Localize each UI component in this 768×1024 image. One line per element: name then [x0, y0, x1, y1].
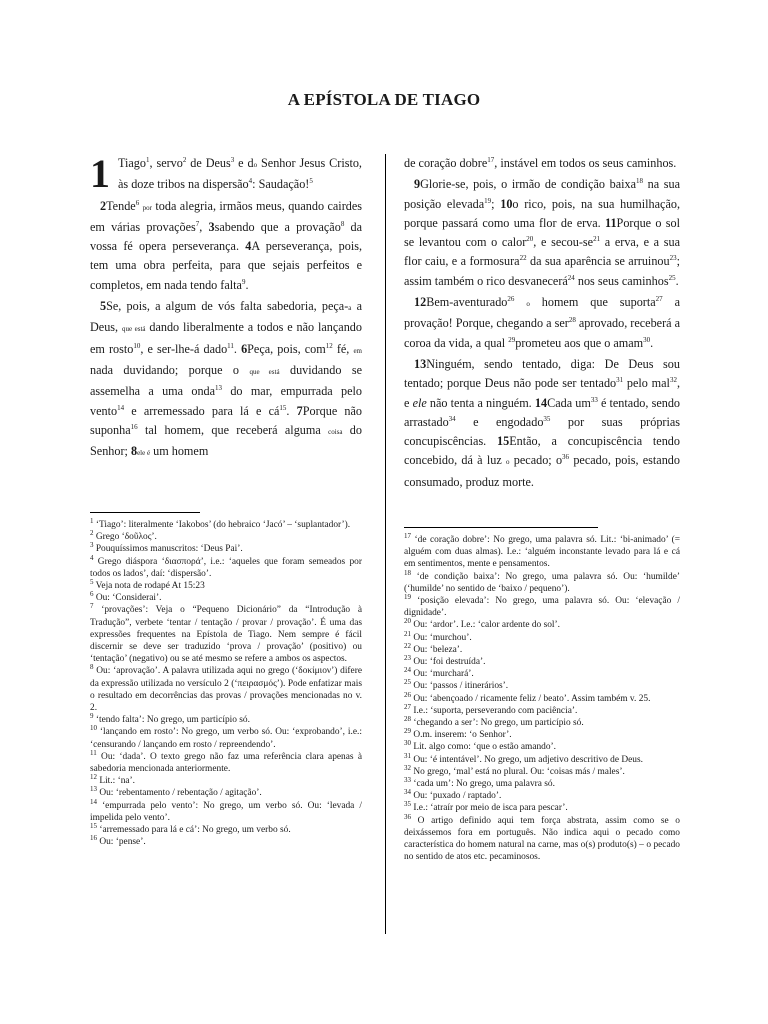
- footnote: $^{16}$ Ou: ‘pense’.: [90, 834, 146, 848]
- footnote: $^4$ Grego diáspora ‘διασπορά’, i.e.: ‘aqueles que foram semeados por todos os lados’, daí: ‘dispersão’.: [90, 553, 362, 579]
- footnote: $^{12}$ Lit.: ‘na’.: [90, 773, 136, 787]
- footnote: $^{14}$ ‘empurrada pelo vento’: No grego, um verbo só. Ou: ‘levada / impelida pelo vento’.: [90, 797, 362, 823]
- footnote: $^{29}$ O.m. inserem: ‘o Senhor’.: [404, 727, 512, 741]
- footnote: $^{34}$ Ou: ‘puxado / raptado’.: [404, 788, 502, 802]
- footnote: $^{35}$ I.e.: ‘atraír por meio de isca para pescar’.: [404, 800, 568, 814]
- paragraph-7: 13Ninguém, sendo tentado, diga: De Deus sou tentado; porque Deus não pode ser tentado$^{31}$ pelo mal$^{32}$, e ele não tenta a ninguém. 14Cada $um^{33}$ é tentado, sendo arrastado$^{34}$ e engodado$^{35}$ por suas próprias concupiscências. 15Então, a concupiscência tendo concebido, dá à luz o pecado; $o^{36}$ pecado, pois, estando consumado, produz morte.: [404, 356, 681, 489]
- footnote: $^{23}$ Ou: ‘foi destruída’.: [404, 653, 486, 668]
- paragraph-3: 5Se, pois, a algum de vós falta sabedoria, peça-a a Deus, que está dando liberalmente a todos e não lançando em rosto$^{10}$, e ser-lhe-á dado$^{11}$. 6Peça, pois, com$^{12}$ fé, em nada duvidando; porque o que está duvidando se assemelha a uma onda$^{13}$ do mar, empurrada pelo vento$^{14}$ e arremessado para lá e $cá^{15}$. 7Porque não suponha$^{16}$ tal homem, que receberá alguma coisa do Senhor; 8ele é um homem: [90, 299, 363, 459]
- footnote: $^8$ Ou: ‘aprovação’. A palavra utilizada aqui no grego (‘δοκίμιον’) difere da expressão utilizada no versículo 2 (‘πειρασμός’). Pode enfatizar mais o resultado em decorrências das provas / provações mencionadas no v. 2.: [90, 663, 362, 714]
- paragraph-1: [90, 151, 362, 196]
- footnote-separator-right: [404, 527, 598, 528]
- footnote: $^7$ ‘provações’: Veja o “Pequeno Dicionário” da “Introdução à Tradução”, verbete ‘tentar / tentação / provar / provação’. É uma das expressões frequentes na Epístola de Tiago. Nem sempre é fácil discernir se deve ser traduzido ‘prova / provação’ (positivo) ou ‘tentação’ (negativo) ou se até mesmo se refere a ambos os aspectos.: [90, 602, 362, 665]
- footnote: $^{11}$ Ou: ‘dada’. O texto grego não faz uma referência clara apenas à sabedoria mencionada anteriormente.: [90, 748, 362, 775]
- footnote-separator-left: [90, 512, 200, 513]
- footnote: $^{17}$ ‘de coração dobre’: No grego, uma palavra só. Lit.: ‘bi-animado’ (= alguém com duas almas). I.e.: ‘alguém inconstante levado para lá e cá em sentimentos, mente e pensamentos.: [404, 531, 680, 570]
- footnote: $^{25}$ Ou: ‘passos / itinerários’.: [404, 678, 509, 692]
- footnotes-right: [404, 531, 680, 863]
- footnote: $^{27}$ I.e.: ‘suporta, perseverando com paciência’.: [404, 702, 578, 716]
- footnote: $^{13}$ Ou: ‘rebentamento / rebentação / agitação’.: [90, 785, 262, 799]
- paragraph-2: 2Tende$^6$ por toda alegria, irmãos meus, quando cairdes em várias provações$^7$, 3sabendo que a provação$^8$ da vossa fé opera perseverança. 4A perseverança, pois, tem uma obra perfeita, para que sejais perfeitos e completos, em nada tendo falta$^9$.: [90, 198, 363, 292]
- footnote: $^{10}$ ‘lançando em rosto’: No grego, um verbo só. Ou: ‘exprobando’, i.e.: ‘censurando / lançando em rosto / repreendendo’.: [90, 724, 362, 750]
- footnote: $^{32}$ No grego, ‘mal’ está no plural. Ou: ‘coisas más / males’.: [404, 763, 625, 777]
- footnotes-left: [90, 516, 362, 848]
- footnote: $^{36}$ O artigo definido aqui tem força abstrata, assim como se o deixássemos fora em português. Não indica aqui o pecado como característica do homem natural na carne, mas o(s) produto(s) – o pecado no sentido de atos etc. pecaminosos.: [404, 812, 680, 863]
- footnote: $^{28}$ ‘chegando a ser’: No grego, um particípio só.: [404, 714, 584, 729]
- verse-1: Tiago$^1$, servo$^2$ de Deus$^3$ e do Senhor Jesus Cristo, às doze tribos na dispersão$^4$: Saudação!$^5$: [118, 155, 362, 192]
- footnote: $^2$ Grego ‘δοῦλος’.: [90, 529, 157, 543]
- footnote: $^3$ Pouquíssimos manuscritos: ‘Deus Pai’.: [90, 541, 243, 555]
- footnote: $^1$ ‘Tiago’: literalmente ‘Iakobos’ (do hebraico ‘Jacó’ – ‘suplantador’).: [90, 516, 351, 530]
- footnote: $^{15}$ ‘arremessado para lá e cá’: No grego, um verbo só.: [90, 821, 291, 836]
- footnote: $^{19}$ ‘posição elevada’: No grego, uma palavra só. Ou: ‘elevação / dignidade’.: [404, 592, 680, 619]
- footnote: $^{30}$ Lit. algo como: ‘que o estão amando’.: [404, 739, 557, 753]
- paragraph-6: 12Bem-aventurado$^{26}$ o homem que suporta$^{27}$ a provação! Porque, chegando a ser$^{28}$ aprovado, receberá a coroa da vida, a qual $^{29}$prometeu aos que o amam$^{30}$.: [404, 295, 681, 350]
- footnote: $^{22}$ Ou: ‘beleza’.: [404, 641, 463, 655]
- page-title: A EPÍSTOLA DE TIAGO: [287, 90, 481, 109]
- footnote: $^{20}$ Ou: ‘ardor’. I.e.: ‘calor ardente do sol’.: [404, 617, 560, 631]
- paragraph-5: 9Glorie-se, pois, o irmão de condição baixa$^{18}$ na sua posição elevada$^{19}$; 10o rico, pois, na sua humilhação, porque passará como uma flor de erva. 11Porque o sol se levantou com o calor$^{20}$, e secou-$se^{21}$ a erva, e a sua flor caiu, e a formosura$^{22}$ da sua aparência se arruinou$^{23}$; assim também o rico desvanecerá$^{24}$ nos seus caminhos$^{25}$.: [404, 177, 681, 288]
- footnote: $^{18}$ ‘de condição baixa’: No grego, uma palavra só. Ou: ‘humilde’ (‘humilde’ no sentido de ‘baixo / pequeno’).: [404, 568, 680, 594]
- footnote: $^{33}$ ‘cada um’: No grego, uma palavra só.: [404, 775, 555, 790]
- column-divider: [385, 154, 386, 934]
- footnote: $^5$ Veja nota de rodapé At 15:23: [90, 577, 205, 592]
- footnote: $^{24}$ Ou: ‘murchará’.: [404, 666, 474, 680]
- footnote: $^{26}$ Ou: ‘abençoado / ricamente feliz / beato’. Assim também v. 25.: [404, 690, 651, 704]
- footnote: $^9$ ‘tendo falta’: No grego, um particípio só.: [90, 712, 250, 726]
- left-column: [90, 151, 363, 465]
- right-column: [404, 154, 680, 494]
- footnote: $^{31}$ Ou: ‘é intentável’. No grego, um adjetivo descritivo de Deus.: [404, 751, 643, 765]
- chapter-number: 1: [90, 151, 110, 196]
- footnote: $^6$ Ou: ‘Considerai’.: [90, 590, 162, 604]
- paragraph-4: de coração dobre$^{17}$, instável em todos os seus caminhos.: [404, 155, 677, 170]
- footnote: $^{21}$ Ou: ‘murchou’.: [404, 629, 472, 643]
